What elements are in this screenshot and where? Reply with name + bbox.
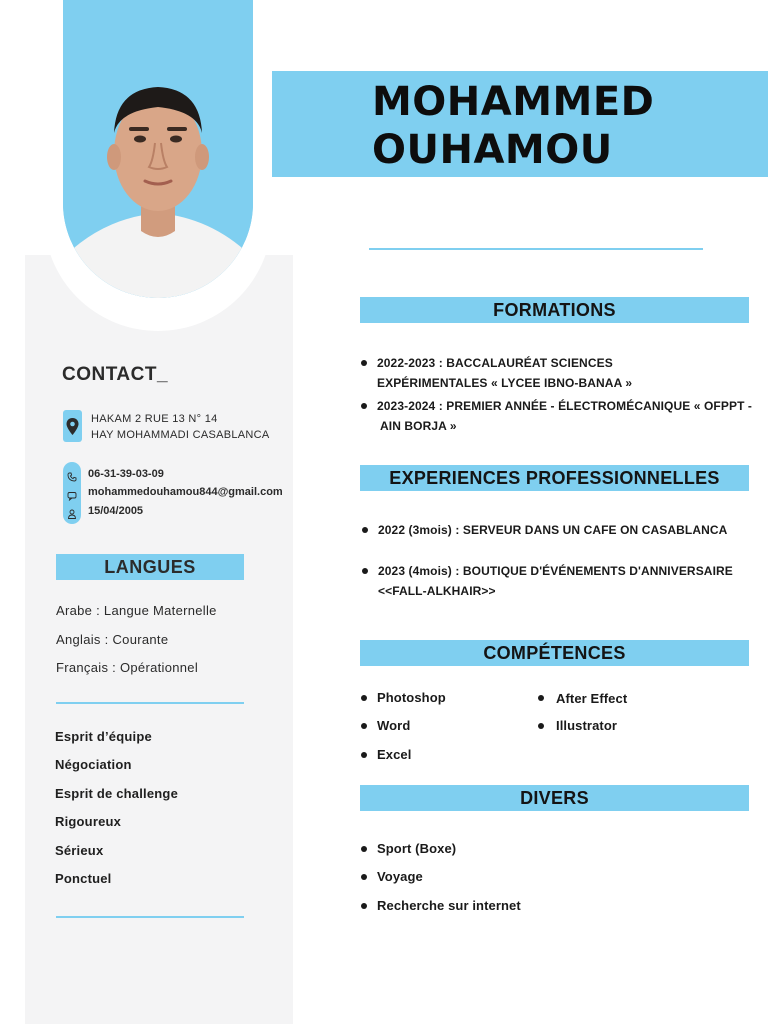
bullet [361,752,367,758]
name-divider [369,248,703,250]
hobby-item: Recherche sur internet [377,898,521,913]
divers-title: DIVERS [360,785,749,811]
language-item: Arabe : Langue Maternelle [56,603,217,618]
formation-line: 2023-2024 : PREMIER ANNÉE - ÉLECTROMÉCANIQUE « OFPPT - [377,399,753,413]
birthdate: 15/04/2005 [88,505,144,517]
experience-line: 2022 (3mois) : SERVEUR DANS UN CAFE ON CASABLANCA [378,523,728,537]
bullet [538,695,544,701]
profile-photo [63,53,253,298]
skill-item: After Effect [556,691,628,706]
quality-item: Sérieux [55,843,104,858]
bullet [361,903,367,909]
skill-item: Photoshop [377,690,446,705]
bullet [361,695,367,701]
formation-item [377,353,632,393]
skill-item: Word [377,718,411,733]
quality-item: Rigoureux [55,814,122,829]
bullet [361,846,367,852]
bullet [538,723,544,729]
chat-bubble-icon [67,488,77,498]
competences-title: COMPÉTENCES [360,640,749,666]
formations-title: FORMATIONS [360,297,749,323]
person-icon [67,506,77,516]
bullet [362,527,368,533]
langues-divider [56,702,244,704]
address-line-2: HAY MOHAMMADI CASABLANCA [91,429,270,441]
quality-item: Esprit de challenge [55,786,179,801]
quality-item: Ponctuel [55,871,112,886]
bullet [361,403,367,409]
bullet [361,360,367,366]
email-address[interactable]: mohammedouhamou844@gmail.com [88,486,283,498]
bullet [361,723,367,729]
formation-item [377,396,752,436]
contact-title: CONTACT_ [62,364,169,385]
formation-line: 2022-2023 : BACCALAURÉAT SCIENCES [377,356,613,370]
last-name: OUHAMOU [372,127,613,173]
experience-line: <<FALL-ALKHAIR>> [378,584,496,598]
language-item: Anglais : Courante [56,632,169,647]
phone-number[interactable]: 06-31-39-03-09 [88,468,164,480]
address-line-1: HAKAM 2 RUE 13 N° 14 [91,413,218,425]
bullet [361,874,367,880]
full-name [372,78,762,174]
location-pin-icon [63,410,82,442]
quality-item: Esprit d’équipe [55,729,152,744]
hobby-item: Voyage [377,869,423,884]
bullet [362,568,368,574]
qualities-divider [56,916,244,918]
formation-line: AIN BORJA » [380,419,457,433]
experience-line: 2023 (4mois) : BOUTIQUE D'ÉVÉNEMENTS D'ANNIVERSAIRE [378,564,733,578]
experience-item [378,561,733,601]
language-item: Français : Opérationnel [56,660,199,675]
skill-item: Illustrator [556,718,618,733]
experiences-title: EXPERIENCES PROFESSIONNELLES [360,465,749,491]
hobby-item: Sport (Boxe) [377,841,457,856]
experience-item [378,520,727,540]
quality-item: Négociation [55,757,132,772]
formation-line: EXPÉRIMENTALES « LYCEE IBNO-BANAA » [377,376,633,390]
address [91,411,270,443]
phone-icon [67,469,77,479]
first-name: MOHAMMED [372,79,655,125]
skill-item: Excel [377,747,412,762]
langues-title: LANGUES [56,554,244,580]
